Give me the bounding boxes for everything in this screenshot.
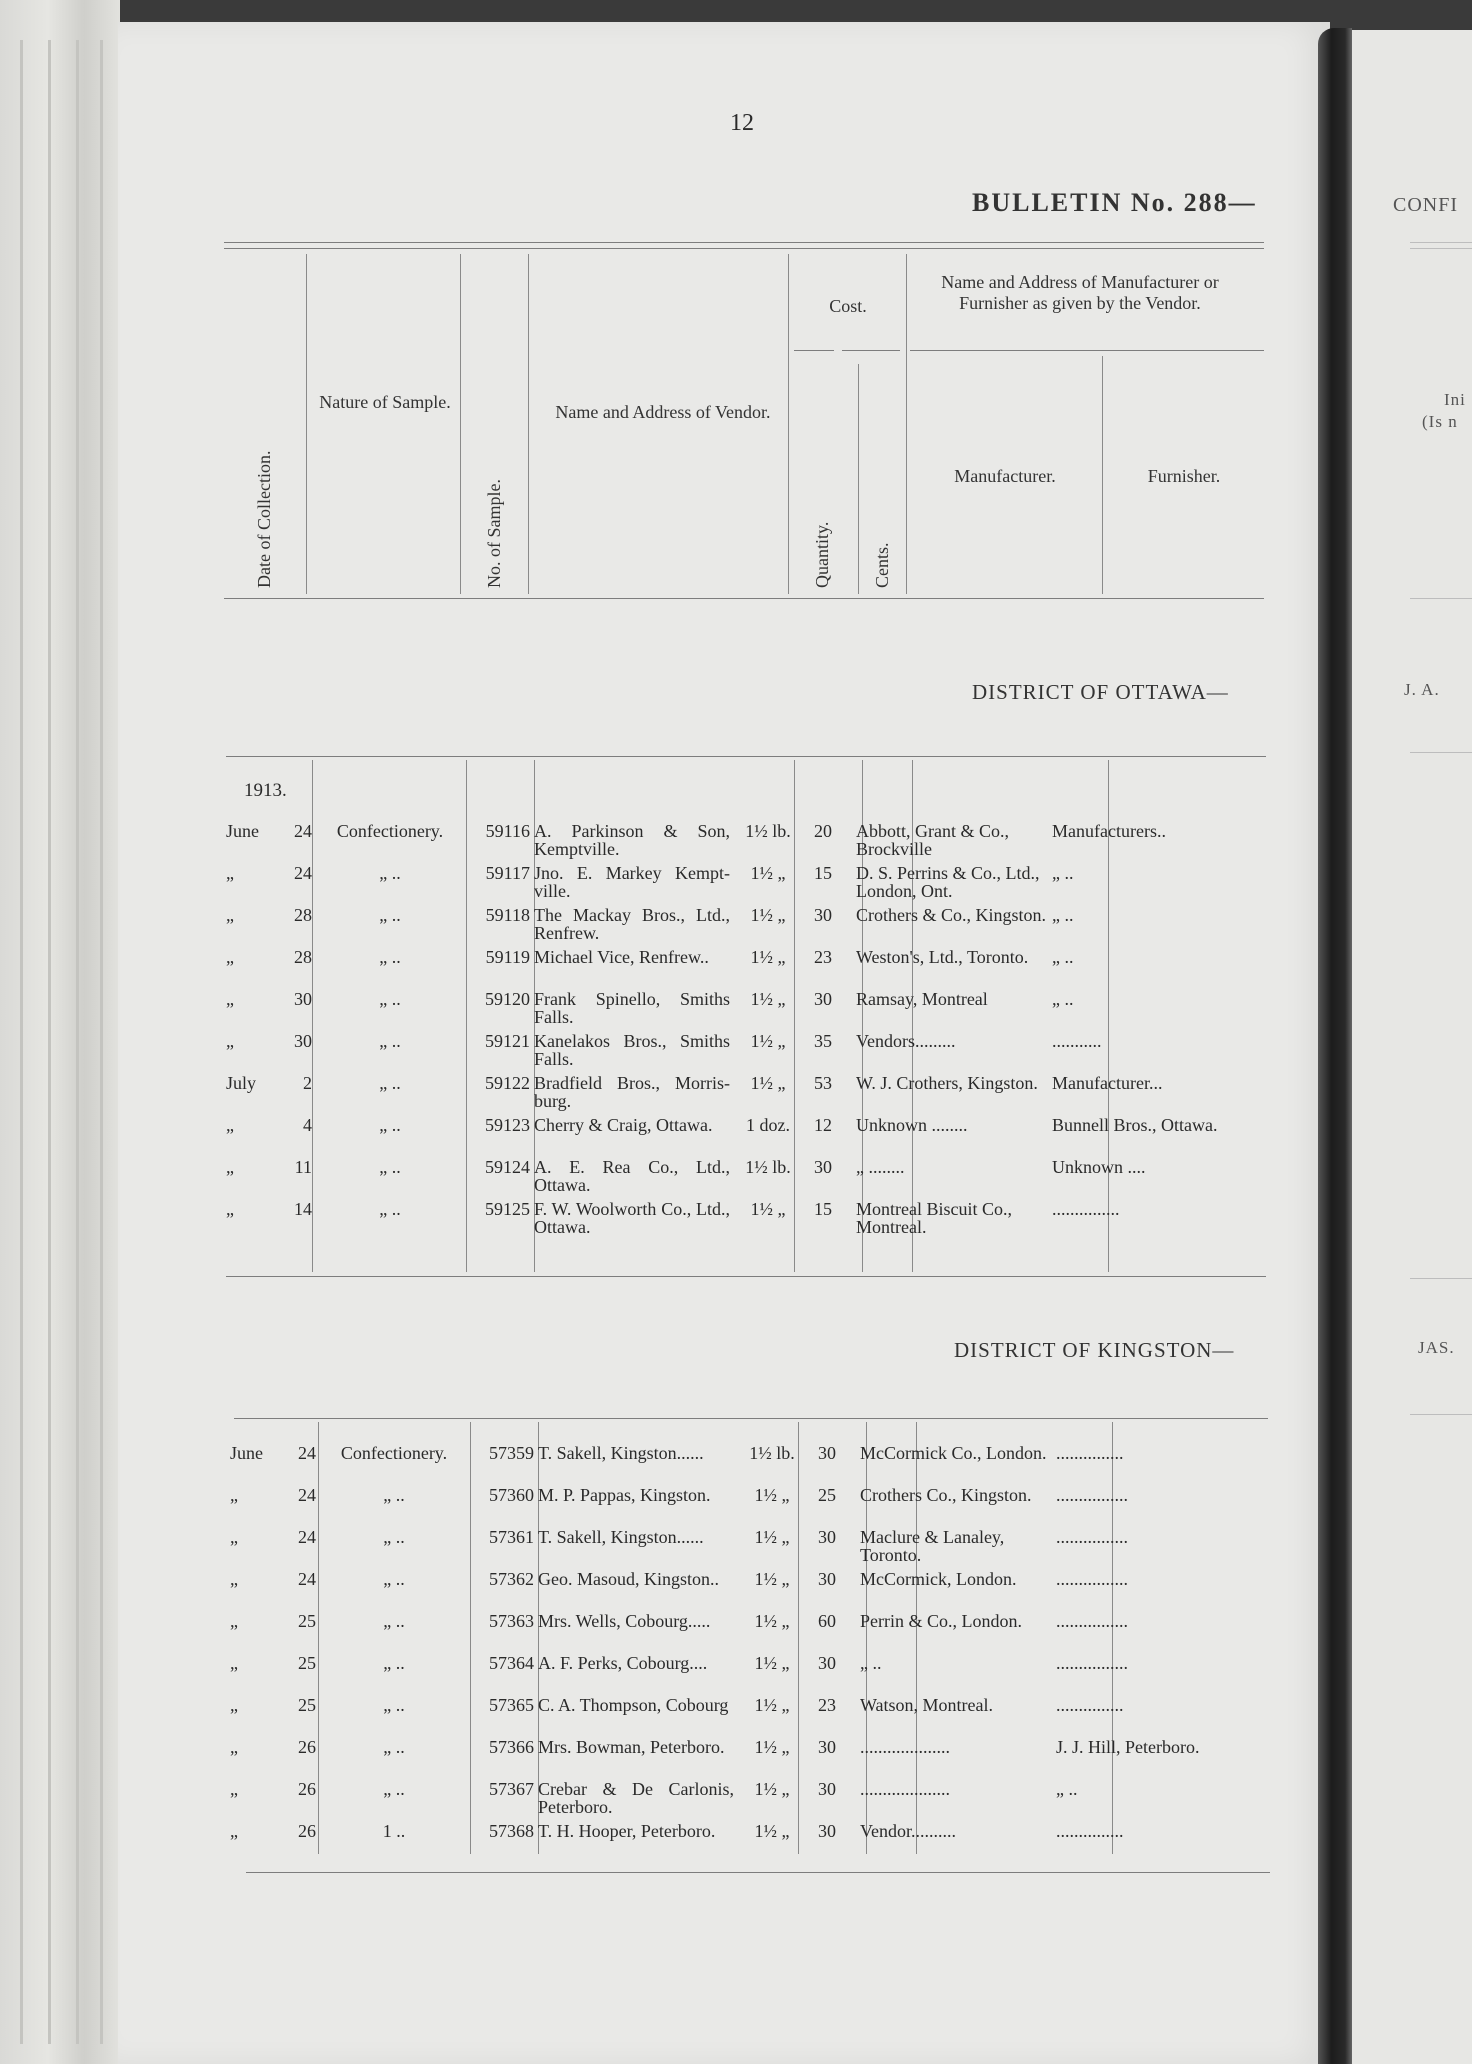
table-row <box>226 1032 1266 1074</box>
vendor-cell: Crebar & De Carlonis, Peterboro. <box>538 1779 734 1817</box>
manufacturer-cell: Ramsay, Montreal <box>856 989 988 1009</box>
sample-number-cell: 57368 <box>489 1821 534 1841</box>
nature-cell: „ .. <box>379 1115 401 1135</box>
sample-number-cell: 59125 <box>485 1199 530 1219</box>
vendor-cell: A. Parkinson & Son, Kemptville. <box>534 821 730 859</box>
table-row <box>230 1528 1270 1570</box>
date-day-cell: 30 <box>294 1031 312 1051</box>
cents-cell: 30 <box>818 1527 836 1547</box>
nature-cell: Confectionery. <box>340 1443 448 1463</box>
date-day-cell: 24 <box>298 1443 316 1463</box>
quantity-cell: 1½ „ <box>754 1485 790 1505</box>
cents-cell: 30 <box>814 989 832 1009</box>
furnisher-cell: Manufacturer... <box>1052 1073 1163 1093</box>
manufacturer-cell: Abbott, Grant & Co., Brockville <box>856 821 1009 859</box>
manufacturer-cell: .................... <box>860 1737 950 1757</box>
date-month-cell: June <box>230 1443 263 1463</box>
manufacturer-cell: Weston's, Ltd., Toronto. <box>856 947 1029 967</box>
date-month-cell: „ <box>230 1779 238 1799</box>
date-month-cell: „ <box>226 863 234 883</box>
furnisher-cell: „ .. <box>1056 1779 1078 1799</box>
manufacturer-cell: McCormick, London. <box>860 1569 1017 1589</box>
quantity-cell: 1½ „ <box>750 1073 786 1093</box>
date-day-cell: 4 <box>303 1115 312 1135</box>
vendor-cell: Frank Spinello, Smiths Falls. <box>534 989 730 1027</box>
quantity-cell: 1½ „ <box>750 1031 786 1051</box>
date-day-cell: 24 <box>294 863 312 883</box>
manufacturer-cell: Vendor.......... <box>860 1821 956 1841</box>
nature-cell: „ .. <box>379 1199 401 1219</box>
sample-number-cell: 59116 <box>485 821 530 841</box>
date-day-cell: 24 <box>298 1569 316 1589</box>
nature-cell: „ .. <box>383 1737 405 1757</box>
sample-number-cell: 59124 <box>485 1157 530 1177</box>
quantity-cell: 1½ „ <box>754 1695 790 1715</box>
cents-cell: 23 <box>814 947 832 967</box>
date-month-cell: „ <box>230 1821 238 1841</box>
table-row <box>226 990 1266 1032</box>
nature-cell: „ .. <box>379 863 401 883</box>
date-day-cell: 25 <box>298 1695 316 1715</box>
cents-cell: 30 <box>818 1569 836 1589</box>
table-row <box>230 1696 1270 1738</box>
manufacturer-cell: McCormick Co., London. <box>860 1443 1047 1463</box>
vendor-cell: Kanelakos Bros., Smiths Falls. <box>534 1031 730 1069</box>
manufacturer-cell: W. J. Crothers, Kingston. <box>856 1073 1038 1093</box>
nature-cell: „ .. <box>383 1695 405 1715</box>
cents-cell: 30 <box>818 1821 836 1841</box>
furnisher-cell: ............... <box>1052 1199 1120 1219</box>
col-header-quantity: Quantity. <box>812 521 832 588</box>
sample-number-cell: 59120 <box>485 989 530 1009</box>
quantity-cell: 1 doz. <box>746 1115 790 1135</box>
quantity-cell: 1½ „ <box>750 947 786 967</box>
date-day-cell: 14 <box>294 1199 312 1219</box>
date-day-cell: 30 <box>294 989 312 1009</box>
date-month-cell: „ <box>230 1737 238 1757</box>
cents-cell: 15 <box>814 863 832 883</box>
furnisher-cell: ................ <box>1056 1527 1128 1547</box>
table-row <box>230 1654 1270 1696</box>
table-row <box>230 1570 1270 1612</box>
quantity-cell: 1½ „ <box>754 1569 790 1589</box>
nature-cell: „ .. <box>379 1157 401 1177</box>
table-row <box>226 948 1266 990</box>
date-month-cell: „ <box>230 1611 238 1631</box>
cents-cell: 20 <box>814 821 832 841</box>
vendor-cell: T. Sakell, Kingston...... <box>538 1527 704 1547</box>
date-month-cell: „ <box>230 1485 238 1505</box>
date-month-cell: „ <box>226 1199 234 1219</box>
furnisher-cell: Bunnell Bros., Ottawa. <box>1052 1115 1218 1135</box>
facing-page-fragment: J. A. <box>1404 680 1440 699</box>
sample-number-cell: 59117 <box>485 863 530 883</box>
vendor-cell: Jno. E. Markey Kempt-ville. <box>534 863 730 901</box>
manufacturer-cell: Watson, Montreal. <box>860 1695 994 1715</box>
running-head: BULLETIN No. 288— <box>972 188 1257 217</box>
furnisher-cell: ............... <box>1056 1443 1124 1463</box>
nature-cell: „ .. <box>383 1779 405 1799</box>
nature-cell: 1 .. <box>382 1821 406 1841</box>
date-day-cell: 24 <box>298 1527 316 1547</box>
col-header-date: Date of Collection. <box>254 450 274 588</box>
sample-number-cell: 59119 <box>485 947 530 967</box>
nature-cell: „ .. <box>383 1653 405 1673</box>
table-row <box>230 1444 1270 1486</box>
table-row <box>226 1074 1266 1116</box>
furnisher-cell: ................ <box>1056 1611 1128 1631</box>
quantity-cell: 1½ „ <box>754 1779 790 1799</box>
col-header-cost: Cost. <box>829 296 867 316</box>
table-row <box>230 1822 1270 1864</box>
kingston-table <box>230 1444 1270 1864</box>
manufacturer-cell: Perrin & Co., London. <box>860 1611 1022 1631</box>
quantity-cell: 1½ „ <box>750 905 786 925</box>
cents-cell: 35 <box>814 1031 832 1051</box>
section-heading-ottawa: DISTRICT OF OTTAWA— <box>972 680 1229 704</box>
sample-number-cell: 57363 <box>489 1611 534 1631</box>
furnisher-cell: ................ <box>1056 1653 1128 1673</box>
date-month-cell: July <box>226 1073 257 1093</box>
vendor-cell: Michael Vice, Renfrew.. <box>534 947 709 967</box>
vendor-cell: Geo. Masoud, Kingston.. <box>538 1569 719 1589</box>
date-month-cell: June <box>226 821 259 841</box>
quantity-cell: 1½ „ <box>754 1611 790 1631</box>
vendor-cell: T. Sakell, Kingston...... <box>538 1443 704 1463</box>
vendor-cell: Mrs. Bowman, Peterboro. <box>538 1737 725 1757</box>
date-day-cell: 24 <box>294 821 312 841</box>
section-heading-kingston: DISTRICT OF KINGSTON— <box>954 1338 1235 1362</box>
furnisher-cell: „ .. <box>1052 989 1074 1009</box>
vendor-cell: Cherry & Craig, Ottawa. <box>534 1115 713 1135</box>
furnisher-cell: ........... <box>1052 1031 1102 1051</box>
furnisher-cell: „ .. <box>1052 905 1074 925</box>
facing-page-edge <box>1352 30 1472 2064</box>
furnisher-cell: „ .. <box>1052 863 1074 883</box>
table-row <box>230 1780 1270 1822</box>
quantity-cell: 1½ lb. <box>749 1443 795 1463</box>
furnisher-cell: Manufacturers.. <box>1052 821 1166 841</box>
manufacturer-cell: Crothers Co., Kingston. <box>860 1485 1032 1505</box>
vendor-cell: C. A. Thompson, Cobourg <box>538 1695 729 1715</box>
sample-number-cell: 59122 <box>485 1073 530 1093</box>
col-header-cents: Cents. <box>872 542 892 588</box>
sample-number-cell: 59121 <box>485 1031 530 1051</box>
sample-number-cell: 59118 <box>485 905 530 925</box>
nature-cell: „ .. <box>383 1611 405 1631</box>
nature-cell: „ .. <box>379 905 401 925</box>
date-month-cell: „ <box>230 1653 238 1673</box>
table-row <box>226 864 1266 906</box>
date-day-cell: 11 <box>294 1157 312 1177</box>
manufacturer-cell: Unknown ........ <box>856 1115 968 1135</box>
col-header-no: No. of Sample. <box>484 479 504 588</box>
date-day-cell: 2 <box>303 1073 312 1093</box>
manufacturer-cell: Vendors......... <box>856 1031 956 1051</box>
facing-page-head: CONFI <box>1393 194 1459 216</box>
cents-cell: 30 <box>818 1653 836 1673</box>
col-header-manufacturer-group: Name and Address of Manufacturer or Furnisher as given by the Vendor. <box>941 272 1219 313</box>
date-day-cell: 28 <box>294 905 312 925</box>
nature-cell: „ .. <box>383 1527 405 1547</box>
nature-cell: „ .. <box>379 1073 401 1093</box>
manufacturer-cell: D. S. Perrins & Co., Ltd., London, Ont. <box>856 863 1040 901</box>
col-header-nature: Nature of Sample. <box>319 392 451 412</box>
date-day-cell: 26 <box>298 1779 316 1799</box>
quantity-cell: 1½ „ <box>750 989 786 1009</box>
table-row <box>226 1116 1266 1158</box>
vendor-cell: Mrs. Wells, Cobourg..... <box>538 1611 711 1631</box>
quantity-cell: 1½ lb. <box>745 821 791 841</box>
cents-cell: 15 <box>814 1199 832 1219</box>
book-gutter <box>1318 28 1352 2064</box>
col-header-furnisher: Furnisher. <box>1147 466 1221 486</box>
manufacturer-cell: Crothers & Co., Kingston. <box>856 905 1047 925</box>
vendor-cell: Bradfield Bros., Morris-burg. <box>534 1073 730 1111</box>
furnisher-cell: Unknown .... <box>1052 1157 1146 1177</box>
vendor-cell: M. P. Pappas, Kingston. <box>538 1485 711 1505</box>
sample-number-cell: 57359 <box>489 1443 534 1463</box>
manufacturer-cell: Maclure & Lanaley, Toronto. <box>860 1527 1005 1565</box>
vendor-cell: The Mackay Bros., Ltd., Renfrew. <box>534 905 730 943</box>
furnisher-cell: ............... <box>1056 1695 1124 1715</box>
manufacturer-cell: „ ........ <box>856 1157 905 1177</box>
table-row <box>226 822 1266 864</box>
furnisher-cell: ............... <box>1056 1821 1124 1841</box>
quantity-cell: 1½ „ <box>754 1527 790 1547</box>
furnisher-cell: ................ <box>1056 1569 1128 1589</box>
page-number: 12 <box>730 110 754 136</box>
date-month-cell: „ <box>226 1031 234 1051</box>
date-month-cell: „ <box>226 947 234 967</box>
cents-cell: 60 <box>818 1611 836 1631</box>
date-month-cell: „ <box>226 989 234 1009</box>
year-label: 1913. <box>244 780 287 801</box>
date-day-cell: 26 <box>298 1737 316 1757</box>
table-row <box>230 1486 1270 1528</box>
manufacturer-cell: .................... <box>860 1779 950 1799</box>
date-month-cell: „ <box>226 905 234 925</box>
col-header-manufacturer: Manufacturer. <box>954 466 1056 486</box>
quantity-cell: 1½ „ <box>754 1737 790 1757</box>
nature-cell: „ .. <box>379 989 401 1009</box>
date-month-cell: „ <box>230 1569 238 1589</box>
manufacturer-cell: „ .. <box>860 1653 882 1673</box>
cents-cell: 30 <box>818 1737 836 1757</box>
cents-cell: 23 <box>818 1695 836 1715</box>
nature-cell: „ .. <box>379 947 401 967</box>
vendor-cell: T. H. Hooper, Peterboro. <box>538 1821 716 1841</box>
cents-cell: 30 <box>814 905 832 925</box>
cents-cell: 30 <box>814 1157 832 1177</box>
cents-cell: 30 <box>818 1443 836 1463</box>
date-month-cell: „ <box>226 1157 234 1177</box>
sample-number-cell: 57361 <box>489 1527 534 1547</box>
quantity-cell: 1½ „ <box>750 863 786 883</box>
date-day-cell: 28 <box>294 947 312 967</box>
sample-number-cell: 57367 <box>489 1779 534 1799</box>
facing-page-fragment: JAS. <box>1418 1338 1455 1357</box>
facing-page-fragment: (Is n <box>1422 412 1458 431</box>
sample-number-cell: 57366 <box>489 1737 534 1757</box>
sample-number-cell: 57360 <box>489 1485 534 1505</box>
cents-cell: 12 <box>814 1115 832 1135</box>
date-month-cell: „ <box>226 1115 234 1135</box>
cents-cell: 25 <box>818 1485 836 1505</box>
nature-cell: „ .. <box>383 1485 405 1505</box>
cents-cell: 30 <box>818 1779 836 1799</box>
vendor-cell: A. E. Rea Co., Ltd., Ottawa. <box>534 1157 730 1195</box>
vendor-cell: A. F. Perks, Cobourg.... <box>538 1653 708 1673</box>
ottawa-table <box>226 822 1266 1242</box>
table-row <box>226 906 1266 948</box>
furnisher-cell: ................ <box>1056 1485 1128 1505</box>
quantity-cell: 1½ „ <box>750 1199 786 1219</box>
sample-number-cell: 57365 <box>489 1695 534 1715</box>
book-binding-left <box>0 0 120 2064</box>
manufacturer-cell: Montreal Biscuit Co., Montreal. <box>856 1199 1012 1237</box>
quantity-cell: 1½ „ <box>754 1821 790 1841</box>
nature-cell: „ .. <box>379 1031 401 1051</box>
table-row <box>226 1158 1266 1200</box>
table-row <box>226 1200 1266 1242</box>
quantity-cell: 1½ lb. <box>745 1157 791 1177</box>
date-day-cell: 25 <box>298 1611 316 1631</box>
furnisher-cell: J. J. Hill, Peterboro. <box>1056 1737 1200 1757</box>
date-month-cell: „ <box>230 1695 238 1715</box>
col-header-vendor: Name and Address of Vendor. <box>555 402 771 422</box>
table-row <box>230 1612 1270 1654</box>
vendor-cell: F. W. Woolworth Co., Ltd., Ottawa. <box>534 1199 730 1237</box>
facing-page-fragment: Ini <box>1444 390 1466 409</box>
cents-cell: 53 <box>814 1073 832 1093</box>
sample-number-cell: 59123 <box>485 1115 530 1135</box>
date-day-cell: 25 <box>298 1653 316 1673</box>
nature-cell: „ .. <box>383 1569 405 1589</box>
table-row <box>230 1738 1270 1780</box>
furnisher-cell: „ .. <box>1052 947 1074 967</box>
quantity-cell: 1½ „ <box>754 1653 790 1673</box>
date-day-cell: 24 <box>298 1485 316 1505</box>
nature-cell: Confectionery. <box>336 821 444 841</box>
date-month-cell: „ <box>230 1527 238 1547</box>
sample-number-cell: 57362 <box>489 1569 534 1589</box>
sample-number-cell: 57364 <box>489 1653 534 1673</box>
date-day-cell: 26 <box>298 1821 316 1841</box>
